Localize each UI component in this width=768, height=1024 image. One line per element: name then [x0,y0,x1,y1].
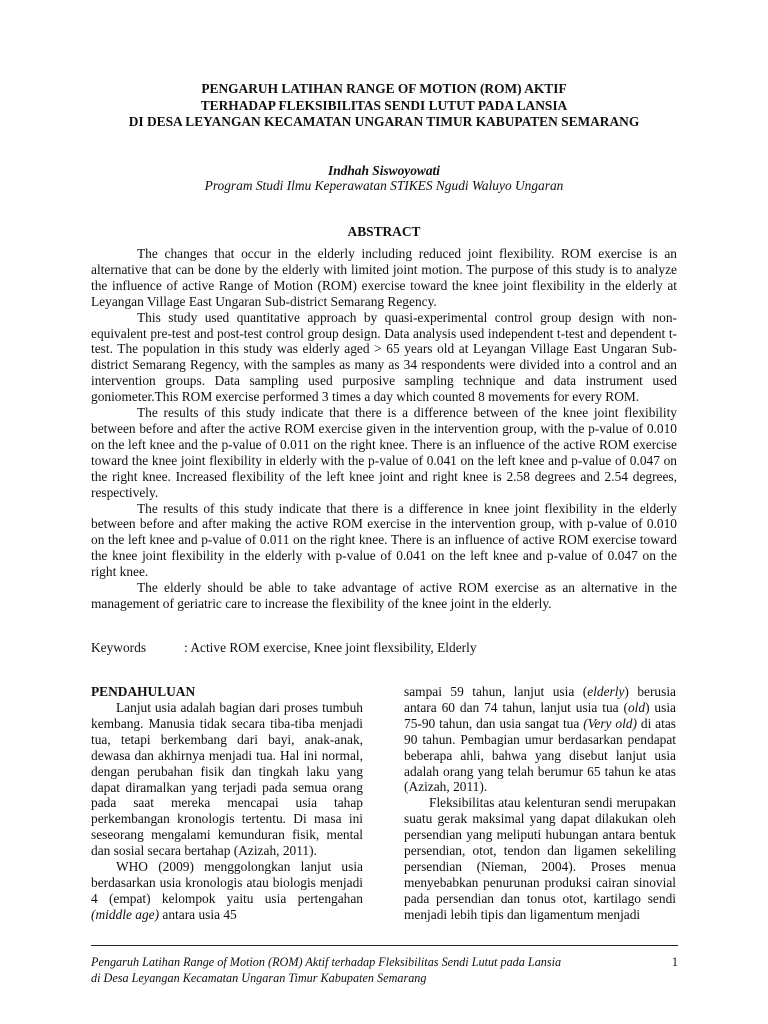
keywords-line [91,640,677,656]
keywords-label: Keywords [91,640,147,655]
title-line-3: DI DESA LEYANGAN KECAMATAN UNGARAN TIMUR KABUPATEN SEMARANG [128,114,640,129]
title-line-2: TERHADAP FLEKSIBILITAS SENDI LUTUT PADA LANSIA [200,97,568,113]
intro-text-run: ) berusia antara 60 dan 74 tahun, lanjut usia tua ( [404,684,676,715]
footer-line-1: Pengaruh Latihan Range of Motion (ROM) Aktif terhadap Fleksibilitas Sendi Lutut pada Lansia [91,955,562,969]
intro-italic-term: old [627,699,646,715]
intro-paragraph-2 [91,859,363,923]
intro-italic-term: (middle age) [91,906,160,922]
intro-paragraph-3: Fleksibilitas atau kelenturan sendi merupakan suatu gerak maksimal yang dapat dilakukan oleh persendian yang meliputi hubungan antara bentuk persendian, otot, tendon dan ligamen sekeliling persendian (Nieman, 2004). Proses menua menyebabkan penurunan produksi cairan sinovial pada persendian dan tonus otot, kartilago sendi menjadi lebih tipis dan ligamentum menjadi [404,795,676,922]
abstract-paragraph-3: The results of this study indicate that there is a difference between of the knee joint flexibility between before and after the active ROM exercise given in the intervention group, with the p-value of 0.010 on the left knee and the p-value of 0.011 on the right knee. There is an influence of the active ROM exercise toward the knee joint flexibility in elderly with the p-value of 0.041 on the left knee and p-value of 0.047 on the right knee. Increased flexibility of the left knee joint and right knee is 2.58 degrees and 2.54 degrees, respectively. [91,405,677,500]
author-name: Indhah Siswoyowati [327,163,440,178]
title-line-1: PENGARUH LATIHAN RANGE OF MOTION (ROM) AKTIF [201,81,567,96]
section-heading-pendahuluan: PENDAHULUAN [91,684,196,699]
footer-line-2: di Desa Leyangan Kecamatan Ungaran Timur Kabupaten Semarang [91,970,427,985]
abstract-paragraph-2: This study used quantitative approach by quasi-experimental control group design with non-equivalent pre-test and post-test control group design. Data analysis used independent t-test and dependent t-test. The population in this study was elderly aged > 65 years old at Leyangan Village East Ungaran Sub-district Semarang Regency, with the samples as many as 34 respondents were divided into a control and an intervention groups. Data sampling used purposive sampling technique and data instrument used goniometer.This ROM exercise performed 3 times a day which counted 8 movements for every ROM. [91,309,677,405]
abstract-body [91,246,677,612]
footer-divider [91,945,678,946]
intro-paragraph-1: Lanjut usia adalah bagian dari proses tumbuh kembang. Manusia tidak secara tiba-tiba menjadi tua, tetapi berkembang dari bayi, anak-anak, dewasa dan akhirnya menjadi tua. Hal ini normal, dengan perubahan fisik dan tingkah laku yang dapat diramalkan yang terjadi pada semua orang pada saat mereka mencapai usia tahap perkembangan kronologis tertentu. Di masa ini seseorang mengalami kemunduran fisik, mental dan sosial secara bertahap (Azizah, 2011). [91,700,363,859]
body-column-right [404,684,676,923]
paper-title [60,81,708,131]
abstract-paragraph-4: The results of this study indicate that there is a difference in knee joint flexibility in the elderly between before and after making the active ROM exercise in the intervention group, with p-value of 0.010 on the left knee and p-value of 0.011 on the right knee. There is an influence of active ROM exercise toward the knee joint flexibility in the elderly with p-value of 0.041 on the left knee and p-value of 0.047 on the right knee. [91,500,677,580]
intro-text-run: WHO (2009) menggolongkan lanjut usia berdasarkan usia kronologis atau biologis menjadi 4 (empat) kelompok yaitu usia pertengahan [91,859,363,906]
intro-text-run: di atas 90 tahun. Pembagian umur berdasarkan pendapat beberapa ahli, bahwa yang disebut lanjut usia adalah orang yang telah berumur 65 tahun ke atas (Azizah, 2011). [404,715,677,795]
intro-text-run: sampai 59 tahun, lanjut usia ( [404,684,588,699]
intro-text-run: antara usia 45 [159,906,237,922]
body-column-left [91,684,363,923]
intro-text-run: ) usia 75-90 tahun, dan usia sangat tua [404,699,676,731]
abstract-paragraph-5: The elderly should be able to take advantage of active ROM exercise as an alternative in the management of geriatric care to increase the flexibility of the knee joint in the elderly. [91,580,677,611]
abstract-heading: ABSTRACT [347,224,421,239]
intro-italic-term: elderly [587,684,625,699]
page-number: 1 [671,955,678,969]
keywords-value: : Active ROM exercise, Knee joint flexsibility, Elderly [184,640,477,655]
author-affiliation: Program Studi Ilmu Keperawatan STIKES Ngudi Waluyo Ungaran [204,178,564,193]
intro-italic-term: (Very old) [583,715,637,731]
abstract-paragraph-1: The changes that occur in the elderly including reduced joint flexibility. ROM exercise is an alternative that can be done by the elderly with limited joint motion. The purpose of this study is to analyze the influence of active Range of Motion (ROM) exercise toward the knee joint flexibility in the elderly at Leyangan Village East Ungaran Sub-district Semarang Regency. [91,246,677,309]
intro-paragraph-2-continued [404,684,676,795]
running-footer [91,955,631,986]
